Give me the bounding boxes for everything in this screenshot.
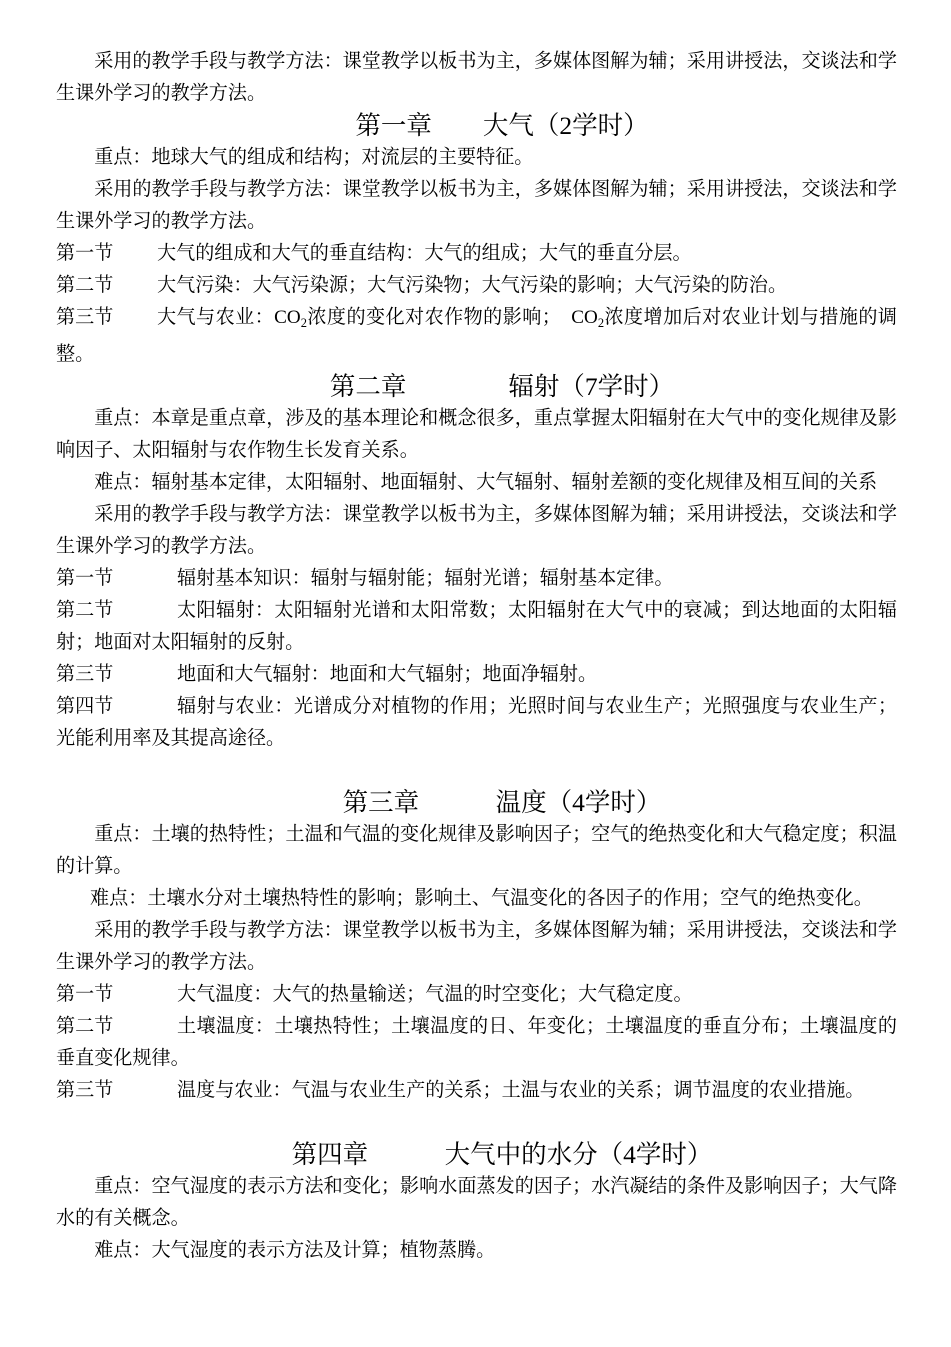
key-points-line: 重点：地球大气的组成和结构；对流层的主要特征。 — [94, 147, 534, 168]
section-text-segment: 浓度的变化对农作物的影响； CO — [306, 307, 598, 328]
teaching-method-line: 采用的教学手段与教学方法：课堂教学以板书为主，多媒体图解为辅；采用讲授法，交谈法和学 — [94, 179, 897, 200]
section-continuation: 光能利用率及其提高途径。 — [56, 728, 286, 749]
section-label: 第二节 — [56, 600, 114, 621]
chapter-1-section-1 — [56, 238, 897, 270]
section-continuation: 整。 — [56, 344, 95, 365]
section-label: 第三节 — [56, 307, 114, 328]
chapter-3-section-3 — [56, 1075, 897, 1107]
teaching-method-line: 生课外学习的教学方法。 — [56, 952, 267, 973]
section-text: 辐射基本知识：辐射与辐射能；辐射光谱；辐射基本定律。 — [177, 568, 674, 589]
key-points-line: 重点：空气湿度的表示方法和变化；影响水面蒸发的因子；水汽凝结的条件及影响因子；大气降 — [94, 1176, 897, 1197]
section-label: 第二节 — [56, 275, 114, 296]
teaching-method-line: 生课外学习的教学方法。 — [56, 536, 267, 557]
blank-line — [56, 1107, 897, 1139]
section-text: 大气温度：大气的热量输送；气温的时空变化；大气稳定度。 — [177, 984, 693, 1005]
chapter-3-section-2 — [56, 1011, 897, 1043]
chapter-1-section-3 — [56, 302, 897, 334]
section-text: 大气污染：大气污染源；大气污染物；大气污染的影响；大气污染的防治。 — [157, 275, 788, 296]
difficulties-line: 难点：大气湿度的表示方法及计算；植物蒸腾。 — [94, 1240, 496, 1261]
chapter-3-heading: 第三章 温度（4学时） — [342, 788, 662, 817]
section-text: 温度与农业：气温与农业生产的关系；土温与农业的关系；调节温度的农业措施。 — [177, 1080, 865, 1101]
teaching-method-line: 采用的教学手段与教学方法：课堂教学以板书为主，多媒体图解为辅；采用讲授法，交谈法和学 — [94, 920, 897, 941]
chapter-2-heading: 第二章 辐射（7学时） — [329, 372, 675, 401]
key-points-line: 响因子、太阳辐射与农作物生长发育关系。 — [56, 440, 419, 461]
blank-line — [56, 755, 897, 787]
section-label: 第一节 — [56, 243, 114, 264]
section-label: 第一节 — [56, 984, 114, 1005]
chapter-2 — [56, 371, 897, 755]
teaching-method-line: 生课外学习的教学方法。 — [56, 211, 267, 232]
chapter-2-section-3 — [56, 659, 897, 691]
chapter-2-section-2 — [56, 595, 897, 627]
section-label: 第三节 — [56, 1080, 114, 1101]
teaching-method-line: 生课外学习的教学方法。 — [56, 83, 267, 104]
section-text: 大气的组成和大气的垂直结构：大气的组成；大气的垂直分层。 — [157, 243, 692, 264]
section-text: 辐射与农业：光谱成分对植物的作用；光照时间与农业生产；光照强度与农业生产； — [177, 696, 897, 717]
chapter-1-heading: 第一章 大气（2学时） — [355, 111, 649, 140]
teaching-method-line: 采用的教学手段与教学方法：课堂教学以板书为主，多媒体图解为辅；采用讲授法，交谈法和学 — [94, 51, 897, 72]
chapter-1-section-2 — [56, 270, 897, 302]
section-label: 第三节 — [56, 664, 114, 685]
section-text — [157, 302, 897, 334]
key-points-line: 的计算。 — [56, 856, 133, 877]
section-label: 第四节 — [56, 696, 114, 717]
difficulties-line: 难点：土壤水分对土壤热特性的影响；影响土、气温变化的各因子的作用；空气的绝热变化。 — [90, 888, 873, 909]
intro-block — [56, 46, 897, 110]
subscript-2: 2 — [300, 316, 307, 330]
section-label: 第一节 — [56, 568, 114, 589]
key-points-line: 水的有关概念。 — [56, 1208, 190, 1229]
section-text-segment: 大气与农业：CO — [157, 307, 301, 328]
chapter-1 — [56, 110, 897, 371]
chapter-3-section-1 — [56, 979, 897, 1011]
section-text: 太阳辐射：太阳辐射光谱和太阳常数；太阳辐射在大气中的衰减；到达地面的太阳辐 — [177, 600, 897, 621]
section-text-segment: 浓度增加后对农业计划与措施的调 — [604, 307, 898, 328]
teaching-method-line: 采用的教学手段与教学方法：课堂教学以板书为主，多媒体图解为辅；采用讲授法，交谈法和学 — [94, 504, 897, 525]
section-text: 地面和大气辐射：地面和大气辐射；地面净辐射。 — [177, 664, 598, 685]
section-continuation: 射；地面对太阳辐射的反射。 — [56, 632, 305, 653]
key-points-line: 重点：土壤的热特性；土温和气温的变化规律及影响因子；空气的绝热变化和大气稳定度；积温 — [94, 824, 897, 845]
syllabus-body — [56, 46, 897, 1267]
subscript-2: 2 — [597, 316, 605, 330]
chapter-4-heading: 第四章 大气中的水分（4学时） — [291, 1140, 713, 1169]
section-label: 第二节 — [56, 1016, 114, 1037]
chapter-4 — [56, 1139, 897, 1267]
difficulties-line: 难点：辐射基本定律，太阳辐射、地面辐射、大气辐射、辐射差额的变化规律及相互间的关系 — [94, 472, 878, 493]
chapter-2-section-4 — [56, 691, 897, 723]
section-continuation: 垂直变化规律。 — [56, 1048, 190, 1069]
chapter-3 — [56, 787, 897, 1107]
section-text: 土壤温度：土壤热特性；土壤温度的日、年变化；土壤温度的垂直分布；土壤温度的 — [177, 1016, 897, 1037]
key-points-line: 重点：本章是重点章，涉及的基本理论和概念很多，重点掌握太阳辐射在大气中的变化规律及影 — [94, 408, 897, 429]
chapter-2-section-1 — [56, 563, 897, 595]
